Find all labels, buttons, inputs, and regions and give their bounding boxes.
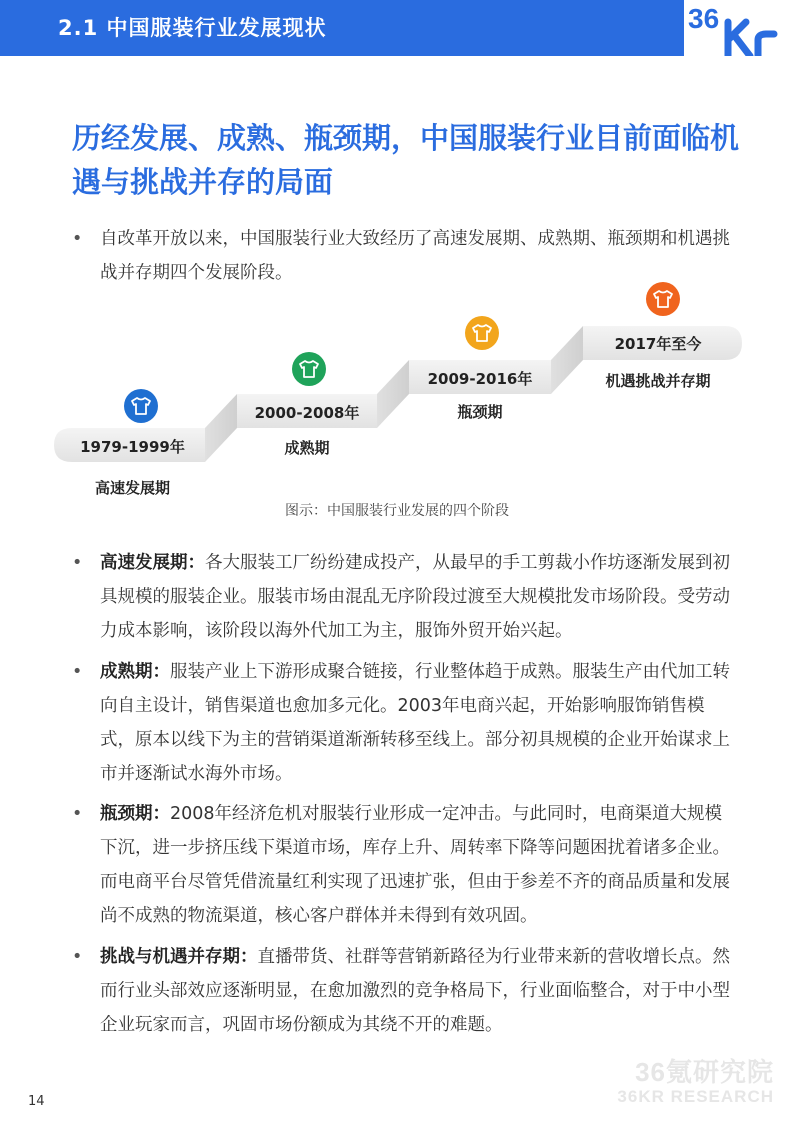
- figure-caption: 图示：中国服装行业发展的四个阶段: [285, 503, 509, 519]
- stage-1-name: 高速发展期: [94, 479, 170, 497]
- stage-3-name: 瓶颈期: [457, 403, 503, 421]
- detail-body: 各大服装工厂纷纷建成投产，从最早的手工剪裁小作坊逐渐发展到初具规模的服装企业。服装市场由混乱无序阶段过渡至大规模批发市场阶段。受劳动力成本影响，该阶段以海外代加工为主，服饰外贸开始兴起。: [100, 553, 730, 641]
- tshirt-icon: [465, 316, 499, 350]
- bullet-dot: •: [72, 662, 83, 682]
- detail-bullet-3: [72, 797, 732, 933]
- tshirt-icon: [646, 282, 680, 316]
- detail-term: 瓶颈期：: [100, 804, 170, 824]
- stage-4-years: 2017年至今: [614, 335, 702, 353]
- logo-36kr: [684, 0, 794, 56]
- riser-2: [377, 360, 409, 428]
- bullet-dot: •: [72, 947, 83, 967]
- detail-body: 直播带货、社群等营销新路径为行业带来新的营收增长点。然而行业头部效应逐渐明显，在愈加激烈的竞争格局下，行业面临整合，对于中小型企业玩家而言，巩固市场份额成为其绕不开的难题。: [100, 947, 730, 1035]
- tshirt-icon: [292, 352, 326, 386]
- watermark-main: 36氪研究院: [635, 1057, 774, 1087]
- watermark-sub: 36KR RESEARCH: [617, 1087, 774, 1106]
- detail-term: 成熟期：: [100, 662, 170, 682]
- section-title: 2.1 中国服装行业发展现状: [58, 16, 327, 40]
- detail-text: [72, 797, 732, 933]
- bullet-dot: •: [72, 229, 83, 249]
- stage-2-name: 成熟期: [284, 439, 330, 457]
- stage-1-years: 1979-1999年: [80, 438, 185, 456]
- detail-text: [72, 940, 732, 1042]
- stage-3-years: 2009-2016年: [427, 370, 533, 388]
- bullet-dot: •: [72, 553, 83, 573]
- detail-body: 2008年经济危机对服装行业形成一定冲击。与此同时，电商渠道大规模下沉，进一步挤压线下渠道市场，库存上升、周转率下降等问题困扰着诸多企业。而电商平台尽管凭借流量红利实现了迅速扩张，但由于参差不齐的商品质量和发展尚不成熟的物流渠道，核心客户群体并未得到有效巩固。: [100, 804, 730, 926]
- detail-text: [72, 655, 732, 791]
- stage-diagram: [0, 270, 794, 510]
- detail-text: [72, 546, 732, 648]
- detail-term: 高速发展期：: [100, 553, 205, 573]
- bullet-dot: •: [72, 804, 83, 824]
- detail-bullet-1: [72, 546, 732, 648]
- header-band: [0, 0, 762, 56]
- page-number: 14: [28, 1094, 45, 1109]
- watermark-logo: [617, 1057, 774, 1107]
- intro-text: 自改革开放以来，中国服装行业大致经历了高速发展期、成熟期、瓶颈期和机遇挑战并存期四个发展阶段。: [100, 229, 730, 283]
- riser-1: [205, 394, 237, 462]
- detail-bullet-2: [72, 655, 732, 791]
- page-heading: 历经发展、成熟、瓶颈期，中国服装行业目前面临机遇与挑战并存的局面: [72, 121, 740, 199]
- stage-4-name: 机遇挑战并存期: [605, 372, 711, 390]
- detail-bullet-4: [72, 940, 732, 1042]
- tshirt-icon: [124, 389, 158, 423]
- riser-3: [551, 326, 583, 394]
- detail-term: 挑战与机遇并存期：: [100, 947, 258, 967]
- detail-body: 服装产业上下游形成聚合链接，行业整体趋于成熟。服装生产由代加工转向自主设计，销售渠道也愈加多元化。2003年电商兴起，开始影响服饰销售模式，原本以线下为主的营销渠道渐渐转移至线上。部分初具规模的企业开始谋求上市并逐渐试水海外市场。: [100, 662, 730, 784]
- stage-2-years: 2000-2008年: [254, 404, 360, 422]
- svg-text:36: 36: [688, 3, 720, 34]
